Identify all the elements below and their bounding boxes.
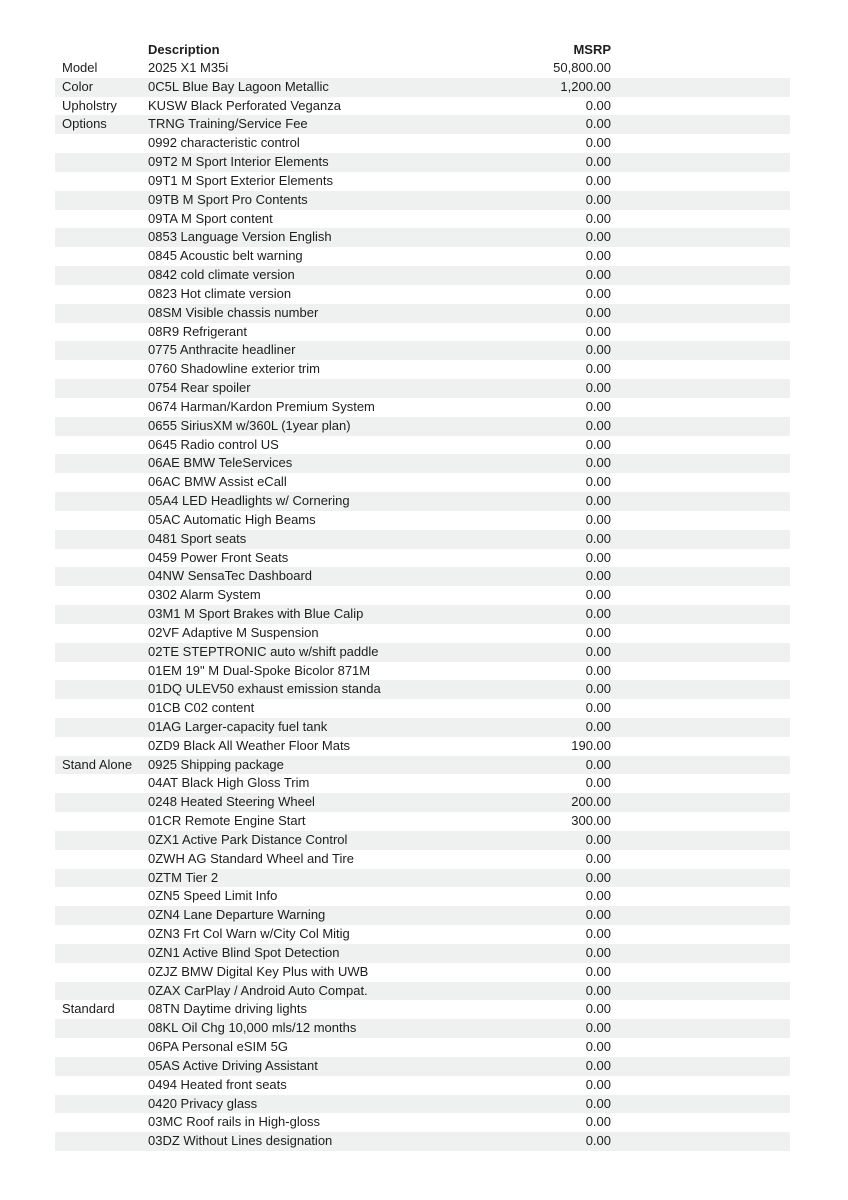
msrp-cell: 0.00 — [585, 982, 611, 998]
msrp-cell: 0.00 — [585, 361, 611, 377]
description-cell: 08TN Daytime driving lights — [148, 1001, 307, 1017]
msrp-cell: 0.00 — [585, 342, 611, 358]
msrp-cell: 0.00 — [585, 681, 611, 697]
category-cell: Color — [62, 78, 94, 94]
msrp-cell: 0.00 — [585, 831, 611, 847]
msrp-cell: 0.00 — [585, 436, 611, 452]
description-cell: 09TA M Sport content — [148, 210, 273, 226]
table-row — [55, 492, 790, 511]
description-cell: 0ZX1 Active Park Distance Control — [148, 831, 348, 847]
description-cell: 04AT Black High Gloss Trim — [148, 775, 310, 791]
msrp-cell: 0.00 — [585, 1057, 611, 1073]
msrp-cell: 0.00 — [585, 474, 611, 490]
msrp-cell: 0.00 — [585, 323, 611, 339]
table-row — [55, 78, 790, 97]
table-row — [55, 793, 790, 812]
description-cell: 03MC Roof rails in High-gloss — [148, 1114, 320, 1130]
msrp-cell: 0.00 — [585, 907, 611, 923]
table-row — [55, 341, 790, 360]
msrp-cell: 50,800.00 — [553, 60, 611, 75]
msrp-cell: 0.00 — [585, 606, 611, 622]
msrp-cell: 0.00 — [585, 417, 611, 433]
description-cell: 01CB C02 content — [148, 700, 255, 716]
description-cell: 0494 Heated front seats — [148, 1076, 287, 1092]
description-cell: 0775 Anthracite headliner — [148, 342, 296, 358]
msrp-cell: 0.00 — [585, 511, 611, 527]
table-row — [55, 756, 790, 775]
description-cell: 0ZJZ BMW Digital Key Plus with UWB — [148, 963, 369, 979]
description-cell: 03DZ Without Lines designation — [148, 1133, 333, 1149]
description-cell: 02TE STEPTRONIC auto w/shift paddle — [148, 643, 379, 659]
table-row — [55, 1057, 790, 1076]
msrp-cell: 0.00 — [585, 1020, 611, 1036]
description-cell: 04NW SensaTec Dashboard — [148, 568, 313, 584]
category-cell: Upholstry — [62, 97, 117, 113]
msrp-cell: 0.00 — [585, 1095, 611, 1111]
msrp-cell: 0.00 — [585, 850, 611, 866]
description-cell: 06AC BMW Assist eCall — [148, 474, 287, 490]
table-row — [55, 605, 790, 624]
table-row — [55, 323, 790, 342]
description-cell: 0760 Shadowline exterior trim — [148, 361, 320, 377]
description-cell: 0ZN3 Frt Col Warn w/City Col Mitig — [148, 926, 350, 942]
description-cell: 2025 X1 M35i — [148, 60, 229, 75]
table-row — [55, 228, 790, 247]
description-cell: 0ZD9 Black All Weather Floor Mats — [148, 737, 351, 753]
description-cell: 03M1 M Sport Brakes with Blue Calip — [148, 606, 364, 622]
category-cell: Model — [62, 60, 98, 75]
table-row — [55, 436, 790, 455]
msrp-cell: 0.00 — [585, 624, 611, 640]
description-cell: 0302 Alarm System — [148, 587, 261, 603]
table-row — [55, 624, 790, 643]
table-row — [55, 812, 790, 831]
description-cell: 0481 Sport seats — [148, 530, 247, 546]
table-row — [55, 1095, 790, 1114]
description-cell: 02VF Adaptive M Suspension — [148, 624, 319, 640]
table-row — [55, 115, 790, 134]
table-row — [55, 304, 790, 323]
description-cell: 0459 Power Front Seats — [148, 549, 289, 565]
description-cell: 0420 Privacy glass — [148, 1095, 258, 1111]
msrp-cell: 0.00 — [585, 97, 611, 113]
table-row — [55, 247, 790, 266]
msrp-cell: 0.00 — [585, 568, 611, 584]
msrp-cell: 0.00 — [585, 229, 611, 245]
table-row — [55, 982, 790, 1001]
table-row — [55, 944, 790, 963]
table-row — [55, 134, 790, 153]
description-cell: 05AC Automatic High Beams — [148, 511, 316, 527]
description-cell: 01EM 19" M Dual-Spoke Bicolor 871M — [148, 662, 371, 678]
msrp-cell: 0.00 — [585, 775, 611, 791]
msrp-cell: 0.00 — [585, 267, 611, 283]
description-cell: KUSW Black Perforated Veganza — [148, 97, 341, 113]
msrp-cell: 0.00 — [585, 116, 611, 132]
category-cell: Stand Alone — [62, 756, 133, 772]
table-row — [55, 153, 790, 172]
msrp-cell: 0.00 — [585, 926, 611, 942]
description-cell: 0248 Heated Steering Wheel — [148, 794, 315, 810]
msrp-cell: 0.00 — [585, 1076, 611, 1092]
msrp-cell: 0.00 — [585, 662, 611, 678]
table-row — [55, 737, 790, 756]
description-cell: 0754 Rear spoiler — [148, 380, 251, 396]
table-row — [55, 379, 790, 398]
description-cell: 0ZN1 Active Blind Spot Detection — [148, 944, 340, 960]
description-cell: 09T2 M Sport Interior Elements — [148, 154, 329, 170]
msrp-cell: 0.00 — [585, 154, 611, 170]
table-row — [55, 398, 790, 417]
msrp-cell: 0.00 — [585, 1133, 611, 1149]
msrp-cell: 0.00 — [585, 1039, 611, 1055]
table-row — [55, 172, 790, 191]
msrp-cell: 0.00 — [585, 304, 611, 320]
category-cell: Standard — [62, 1001, 115, 1017]
msrp-cell: 0.00 — [585, 455, 611, 471]
description-cell: 0823 Hot climate version — [148, 285, 292, 301]
description-cell: 08SM Visible chassis number — [148, 304, 319, 320]
table-row — [55, 869, 790, 888]
description-cell: 09T1 M Sport Exterior Elements — [148, 172, 333, 188]
description-cell: 0992 characteristic control — [148, 135, 300, 151]
msrp-cell: 0.00 — [585, 756, 611, 772]
msrp-cell: 0.00 — [585, 963, 611, 979]
table-row — [55, 285, 790, 304]
description-cell: 05AS Active Driving Assistant — [148, 1057, 318, 1073]
msrp-cell: 0.00 — [585, 493, 611, 509]
table-row — [55, 662, 790, 681]
msrp-cell: 0.00 — [585, 1114, 611, 1130]
description-cell: 09TB M Sport Pro Contents — [148, 191, 308, 207]
options-table — [55, 40, 790, 1151]
category-cell: Options — [62, 116, 107, 132]
table-body — [55, 59, 790, 1151]
table-row — [55, 1113, 790, 1132]
table-row — [55, 97, 790, 116]
msrp-header: MSRP — [573, 42, 611, 57]
table-row — [55, 1076, 790, 1095]
table-row — [55, 925, 790, 944]
msrp-cell: 0.00 — [585, 210, 611, 226]
description-cell: 0842 cold climate version — [148, 267, 295, 283]
table-row — [55, 774, 790, 793]
msrp-cell: 0.00 — [585, 285, 611, 301]
description-cell: 0655 SiriusXM w/360L (1year plan) — [148, 417, 351, 433]
msrp-cell: 0.00 — [585, 718, 611, 734]
table-row — [55, 1132, 790, 1151]
table-row — [55, 887, 790, 906]
msrp-cell: 0.00 — [585, 191, 611, 207]
description-cell: 0C5L Blue Bay Lagoon Metallic — [148, 78, 329, 94]
description-cell: 0ZN5 Speed Limit Info — [148, 888, 278, 904]
table-row — [55, 1038, 790, 1057]
table-row — [55, 850, 790, 869]
msrp-cell: 0.00 — [585, 135, 611, 151]
table-row — [55, 530, 790, 549]
msrp-cell: 300.00 — [571, 813, 611, 829]
msrp-cell: 1,200.00 — [560, 78, 611, 94]
msrp-cell: 0.00 — [585, 869, 611, 885]
table-row — [55, 831, 790, 850]
table-row — [55, 699, 790, 718]
msrp-cell: 0.00 — [585, 530, 611, 546]
description-cell: 05A4 LED Headlights w/ Cornering — [148, 493, 350, 509]
description-cell: 01DQ ULEV50 exhaust emission standa — [148, 681, 381, 697]
description-cell: TRNG Training/Service Fee — [148, 116, 308, 132]
msrp-cell: 0.00 — [585, 1001, 611, 1017]
msrp-cell: 0.00 — [585, 380, 611, 396]
description-header: Description — [148, 42, 220, 57]
description-cell: 0845 Acoustic belt warning — [148, 248, 303, 264]
description-cell: 06PA Personal eSIM 5G — [148, 1039, 288, 1055]
msrp-cell: 0.00 — [585, 398, 611, 414]
table-row — [55, 511, 790, 530]
table-row — [55, 643, 790, 662]
table-row — [55, 718, 790, 737]
description-cell: 0ZTM Tier 2 — [148, 869, 219, 885]
description-cell: 01AG Larger-capacity fuel tank — [148, 718, 328, 734]
description-cell: 0ZN4 Lane Departure Warning — [148, 907, 326, 923]
table-row — [55, 417, 790, 436]
description-cell: 0925 Shipping package — [148, 756, 284, 772]
table-row — [55, 586, 790, 605]
table-row — [55, 1000, 790, 1019]
table-row — [55, 59, 790, 78]
table-row — [55, 567, 790, 586]
table-row — [55, 266, 790, 285]
description-cell: 0ZWH AG Standard Wheel and Tire — [148, 850, 354, 866]
msrp-cell: 0.00 — [585, 888, 611, 904]
table-header-row — [55, 40, 790, 59]
description-cell: 08R9 Refrigerant — [148, 323, 247, 339]
table-row — [55, 473, 790, 492]
msrp-cell: 190.00 — [571, 737, 611, 753]
table-row — [55, 549, 790, 568]
description-cell: 06AE BMW TeleServices — [148, 455, 293, 471]
description-cell: 08KL Oil Chg 10,000 mls/12 months — [148, 1020, 357, 1036]
table-row — [55, 906, 790, 925]
description-cell: 0645 Radio control US — [148, 436, 279, 452]
msrp-cell: 200.00 — [571, 794, 611, 810]
table-row — [55, 454, 790, 473]
description-cell: 0674 Harman/Kardon Premium System — [148, 398, 375, 414]
table-row — [55, 963, 790, 982]
msrp-cell: 0.00 — [585, 549, 611, 565]
table-row — [55, 1019, 790, 1038]
table-row — [55, 210, 790, 229]
table-row — [55, 680, 790, 699]
description-cell: 01CR Remote Engine Start — [148, 813, 306, 829]
msrp-cell: 0.00 — [585, 248, 611, 264]
description-cell: 0853 Language Version English — [148, 229, 332, 245]
msrp-cell: 0.00 — [585, 944, 611, 960]
description-cell: 0ZAX CarPlay / Android Auto Compat. — [148, 982, 368, 998]
msrp-cell: 0.00 — [585, 643, 611, 659]
msrp-cell: 0.00 — [585, 700, 611, 716]
table-row — [55, 360, 790, 379]
table-row — [55, 191, 790, 210]
msrp-cell: 0.00 — [585, 172, 611, 188]
msrp-cell: 0.00 — [585, 587, 611, 603]
